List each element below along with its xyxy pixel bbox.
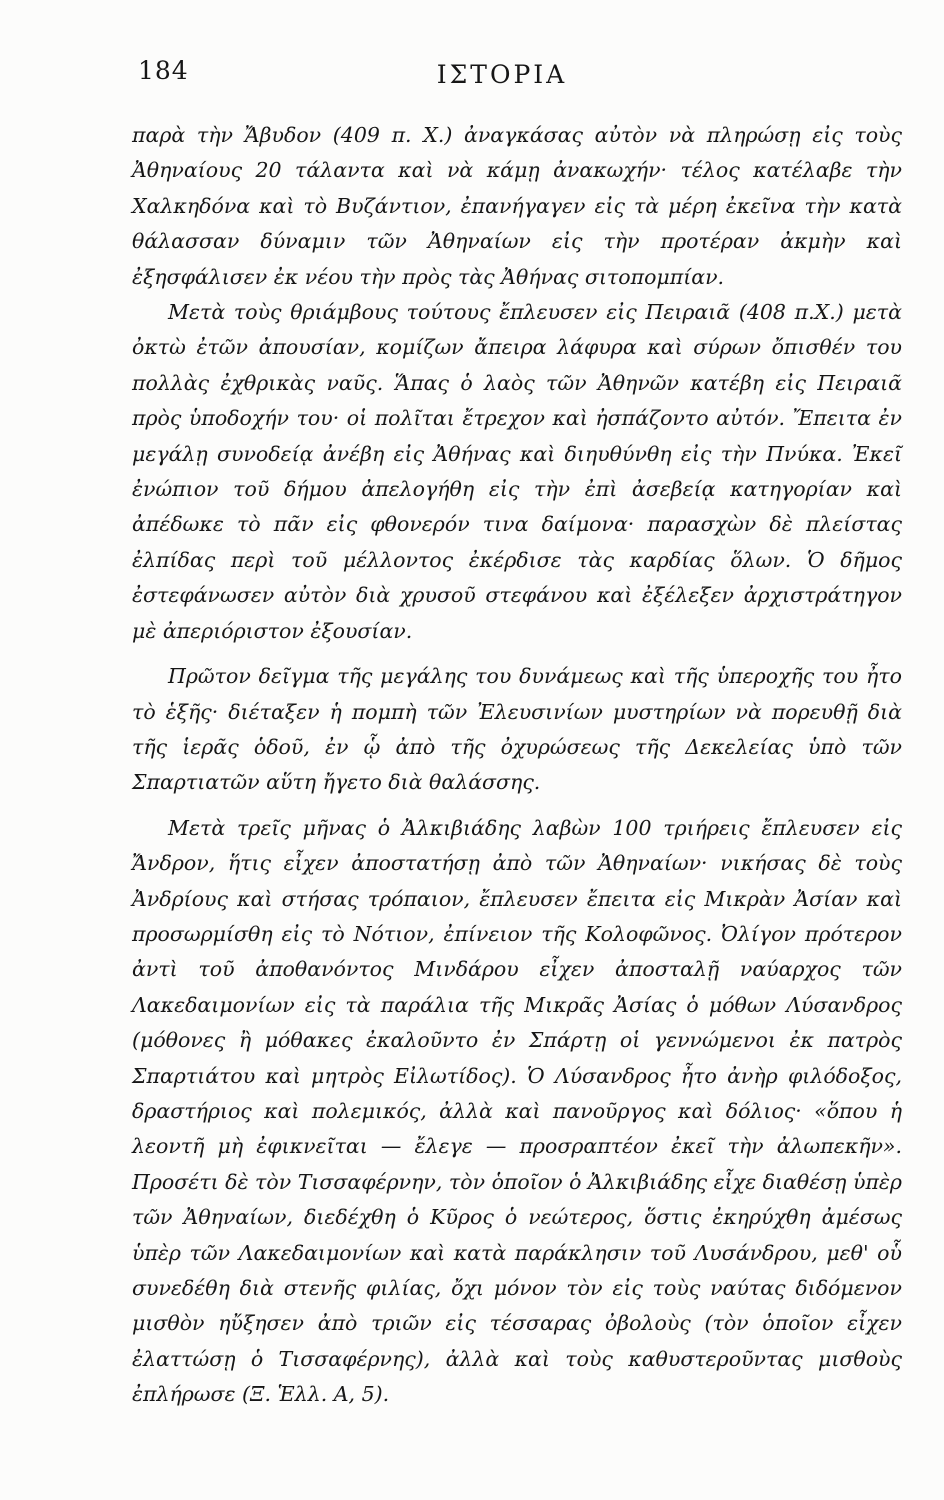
paragraph-triumphal-return: Μετὰ τοὺς θριάμβους τούτους ἔπλευσεν εἰς Πειραιᾶ (408 π.Χ.) μετὰ ὀκτὼ ἐτῶν ἀπουσίαν, κομίζων ἄπειρα λάφυρα καὶ σύρων ὄπισθέν του πολλὰς ἐχθρικὰς ναῦς. Ἅπας ὁ λαὸς τῶν Ἀθηνῶν κατέβη εἰς Πειραιᾶ πρὸς ὑποδοχήν του· οἱ πολῖται ἔτρεχον καὶ ἠσπάζοντο αὐτόν. Ἔπειτα ἐν μεγάλῃ συνοδείᾳ ἀνέβη εἰς Ἀθήνας καὶ διηυθύνθη εἰς τὴν Πνύκα. Ἐκεῖ ἐνώπιον τοῦ δήμου ἀπελογήθη εἰς τὴν ἐπὶ ἀσεβείᾳ κατηγορίαν καὶ ἀπέδωκε τὸ πᾶν εἰς φθονερόν τινα δαίμονα· παρασχὼν δὲ πλείστας ἐλπίδας περὶ τοῦ μέλλοντος ἐκέρδισε τὰς καρδίας ὅλων. Ὁ δῆμος ἐστεφάνωσεν αὐτὸν διὰ χρυσοῦ στεφάνου καὶ ἐξέλεξεν ἀρχιστράτηγον μὲ ἀπεριόριστον ἐξουσίαν.: [132, 300, 902, 643]
paragraph-continuation: παρὰ τὴν Ἄβυδον (409 π. Χ.) ἀναγκάσας αὐτὸν νὰ πληρώσῃ εἰς τοὺς Ἀθηναίους 20 τάλαντα καὶ νὰ κάμῃ ἀνακωχήν· τέλος κατέλαβε τὴν Χαλκηδόνα καὶ τὸ Βυζάντιον, ἐπανήγαγεν εἰς τὰ μέρη ἐκεῖνα τὴν κατὰ θάλασσαν δύναμιν τῶν Ἀθηναίων εἰς τὴν προτέραν ἀκμὴν καὶ ἐξησφάλισεν ἐκ νέου τὴν πρὸς τὰς Ἀθήνας σιτοπομπίαν.: [132, 123, 902, 289]
paragraph-eleusinian-procession: Πρῶτον δεῖγμα τῆς μεγάλης του δυνάμεως καὶ τῆς ὑπεροχῆς του ἦτο τὸ ἑξῆς· διέταξεν ἡ πομπὴ τῶν Ἐλευσινίων μυστηρίων νὰ πορευθῇ διὰ τῆς ἱερᾶς ὁδοῦ, ἐν ᾧ ἀπὸ τῆς ὀχυρώσεως τῆς Δεκελείας ὑπὸ τῶν Σπαρτιατῶν αὕτη ἤγετο διὰ θαλάσσης.: [132, 664, 902, 795]
page-number: 184: [138, 56, 189, 85]
page-body: [132, 118, 902, 1413]
running-title: ΙΣΤΟΡΙΑ: [436, 60, 568, 89]
paragraph-andros-and-lysander: Μετὰ τρεῖς μῆνας ὁ Ἀλκιβιάδης λαβὼν 100 τριήρεις ἔπλευσεν εἰς Ἄνδρον, ἥτις εἶχεν ἀποστατήσῃ ἀπὸ τῶν Ἀθηναίων· νικήσας δὲ τοὺς Ἀνδρίους καὶ στήσας τρόπαιον, ἔπλευσεν ἔπειτα εἰς Μικρὰν Ἀσίαν καὶ προσωρμίσθη εἰς τὸ Νότιον, ἐπίνειον τῆς Κολοφῶνος. Ὀλίγον πρότερον ἀντὶ τοῦ ἀποθανόντος Μινδάρου εἶχεν ἀποσταλῇ ναύαρχος τῶν Λακεδαιμονίων εἰς τὰ παράλια τῆς Μικρᾶς Ἀσίας ὁ μόθων Λύσανδρος (μόθονες ἢ μόθακες ἐκαλοῦντο ἐν Σπάρτῃ οἱ γεννώμενοι ἐκ πατρὸς Σπαρτιάτου καὶ μητρὸς Εἰλωτίδος). Ὁ Λύσανδρος ἦτο ἀνὴρ φιλόδοξος, δραστήριος καὶ πολεμικός, ἀλλὰ καὶ πανοῦργος καὶ δόλιος· «ὅπου ἡ λεοντῆ μὴ ἐφικνεῖται — ἔλεγε — προσραπτέον ἐκεῖ τὴν ἀλωπεκῆν». Προσέτι δὲ τὸν Τισσαφέρνην, τὸν ὁποῖον ὁ Ἀλκιβιάδης εἶχε διαθέσῃ ὑπὲρ τῶν Ἀθηναίων, διεδέχθη ὁ Κῦρος ὁ νεώτερος, ὅστις ἐκηρύχθη ἀμέσως ὑπὲρ τῶν Λακεδαιμονίων καὶ κατὰ παράκλησιν τοῦ Λυσάνδρου, μεθ' οὗ συνεδέθη διὰ στενῆς φιλίας, ὄχι μόνον τὸν εἰς τοὺς ναύτας διδόμενον μισθὸν ηὔξησεν ἀπὸ τριῶν εἰς τέσσαρας ὀβολοὺς (τὸν ὁποῖον εἶχεν ἐλαττώσῃ ὁ Τισσαφέρνης), ἀλλὰ καὶ τοὺς καθυστεροῦντας μισθοὺς ἐπλήρωσε (Ξ. Ἑλλ. Α, 5).: [132, 815, 902, 1407]
